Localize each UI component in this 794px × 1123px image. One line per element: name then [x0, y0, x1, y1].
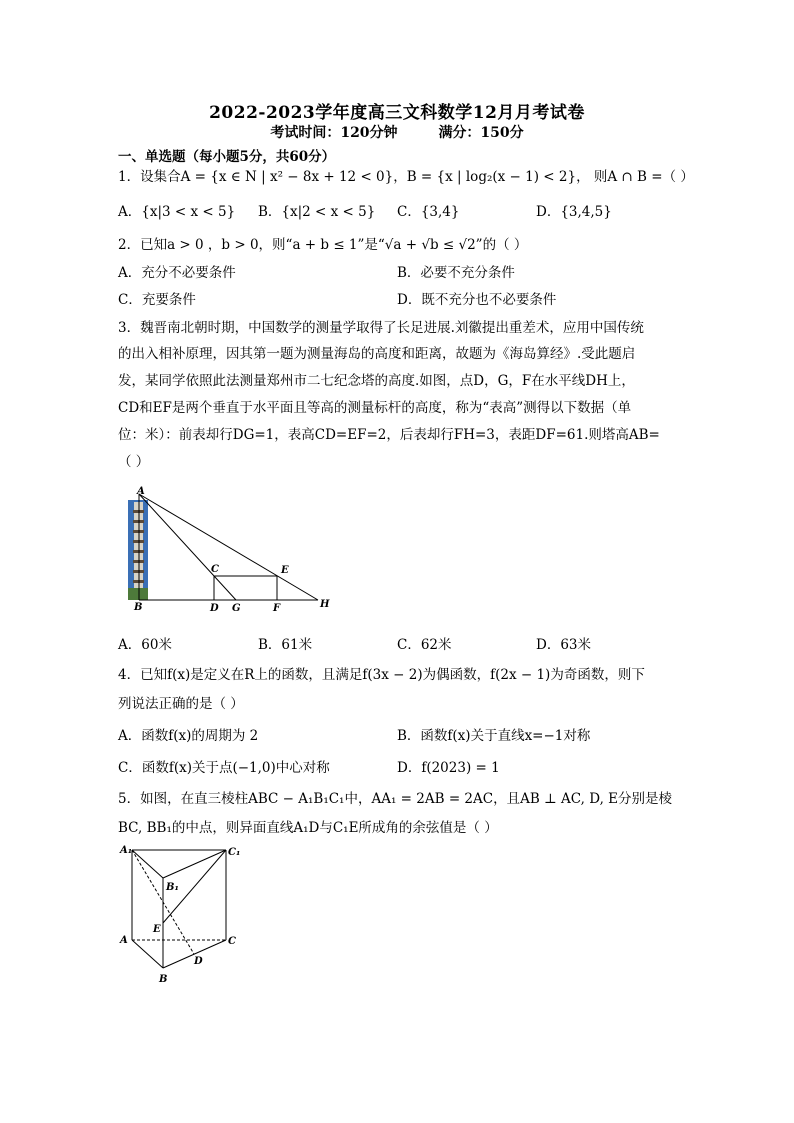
q3-line-3: 发，某同学依照此法测量郑州市二七纪念塔的高度.如图，点D，G，F在水平线DH上， [118, 373, 635, 389]
label-g: G [232, 603, 241, 614]
q1-option-d: D．{3,4,5} [536, 204, 612, 220]
q2-option-a: A．充分不必要条件 [118, 265, 236, 281]
q3-option-b: B．61米 [258, 637, 313, 653]
q2-stem: 2．已知a > 0 ，b > 0，则“a + b ≤ 1”是“√a + √b ≤ √2”的（ ） [118, 237, 528, 253]
exam-score: 满分：150分 [438, 125, 524, 141]
line-ah [139, 494, 318, 600]
q3-option-c: C．62米 [397, 637, 452, 653]
q1-option-a: A．{x|3 < x < 5} [118, 204, 236, 220]
edge-ab [132, 940, 163, 968]
q3-line-1: 3．魏晋南北朝时期，中国数学的测量学取得了长足进展.刘徽提出重差术，应用中国传统 [118, 320, 644, 336]
label-a: A [137, 486, 145, 497]
exam-time: 考试时间：120分钟 [270, 125, 398, 141]
q3-line-4: CD和EF是两个垂直于水平面且等高的测量标杆的高度，称为“表高”测得以下数据（单 [118, 400, 632, 416]
q5-line-2: BC, BB₁的中点，则异面直线A₁D与C₁E所成角的余弦值是（ ） [118, 820, 498, 836]
exam-subtitle [0, 122, 794, 142]
label-b1: B₁ [166, 882, 179, 893]
q3-line-6: （ ） [118, 454, 150, 470]
q3-option-a: A．60米 [118, 637, 172, 653]
q4-option-c: C．函数f(x)关于点(−1,0)中心对称 [118, 760, 330, 776]
q1-stem: 1．设集合A = {x ∈ N | x² − 8x + 12 < 0}，B = {x | log₂(x − 1) < 2}， 则A ∩ B =（ ） [118, 169, 694, 185]
label-e: E [281, 565, 289, 576]
q1-option-b: B．{x|2 < x < 5} [258, 204, 376, 220]
q2-option-b: B．必要不充分条件 [397, 265, 515, 281]
q5-line-1: 5．如图，在直三棱柱ABC − A₁B₁C₁中，AA₁ = 2AB = 2AC，且AB ⊥ AC, D, E分别是棱 [118, 791, 673, 807]
q2-option-d: D．既不充分也不必要条件 [397, 292, 557, 308]
exam-title: 2022-2023学年度高三文科数学12月月考试卷 [209, 103, 585, 123]
q3-line-5: 位：米）：前表却行DG=1，表高CD=EF=2，后表却行FH=3，表距DF=61.则塔高AB= [118, 427, 660, 443]
q4-option-a: A．函数f(x)的周期为 2 [118, 728, 259, 744]
q3-option-d: D．63米 [536, 637, 592, 653]
label-e: E [153, 924, 161, 935]
label-d: D [210, 603, 219, 614]
q4-line-1: 4．已知f(x)是定义在R上的函数，且满足f(3x − 2)为偶函数，f(2x − 1)为奇函数，则下 [118, 667, 645, 683]
label-a: A [120, 935, 128, 946]
label-c: C [228, 936, 236, 947]
q4-option-d: D．f(2023) = 1 [397, 760, 500, 776]
section-heading: 一、单选题（每小题5分，共60分） [118, 149, 336, 165]
prism-figure [118, 840, 248, 988]
edge-a1b1 [132, 850, 163, 878]
label-a1: A₁ [120, 845, 133, 856]
label-b: B [134, 602, 143, 613]
q4-line-2: 列说法正确的是（ ） [118, 696, 244, 712]
tower-figure [125, 480, 340, 615]
q2-option-c: C．充要条件 [118, 292, 196, 308]
label-d: D [194, 956, 203, 967]
q1-option-c: C．{3,4} [397, 204, 460, 220]
edge-b1c1 [163, 850, 226, 878]
label-f: F [273, 603, 281, 614]
line-ag [139, 494, 236, 600]
label-c: C [211, 564, 219, 575]
q3-line-2: 的出入相补原理，因其第一题为测量海岛的高度和距离，故题为《海岛算经》.受此题启 [118, 346, 636, 362]
label-h: H [320, 599, 330, 610]
label-c1: C₁ [228, 847, 241, 858]
q4-option-b: B．函数f(x)关于直线x=−1对称 [397, 728, 591, 744]
label-b: B [159, 974, 168, 985]
